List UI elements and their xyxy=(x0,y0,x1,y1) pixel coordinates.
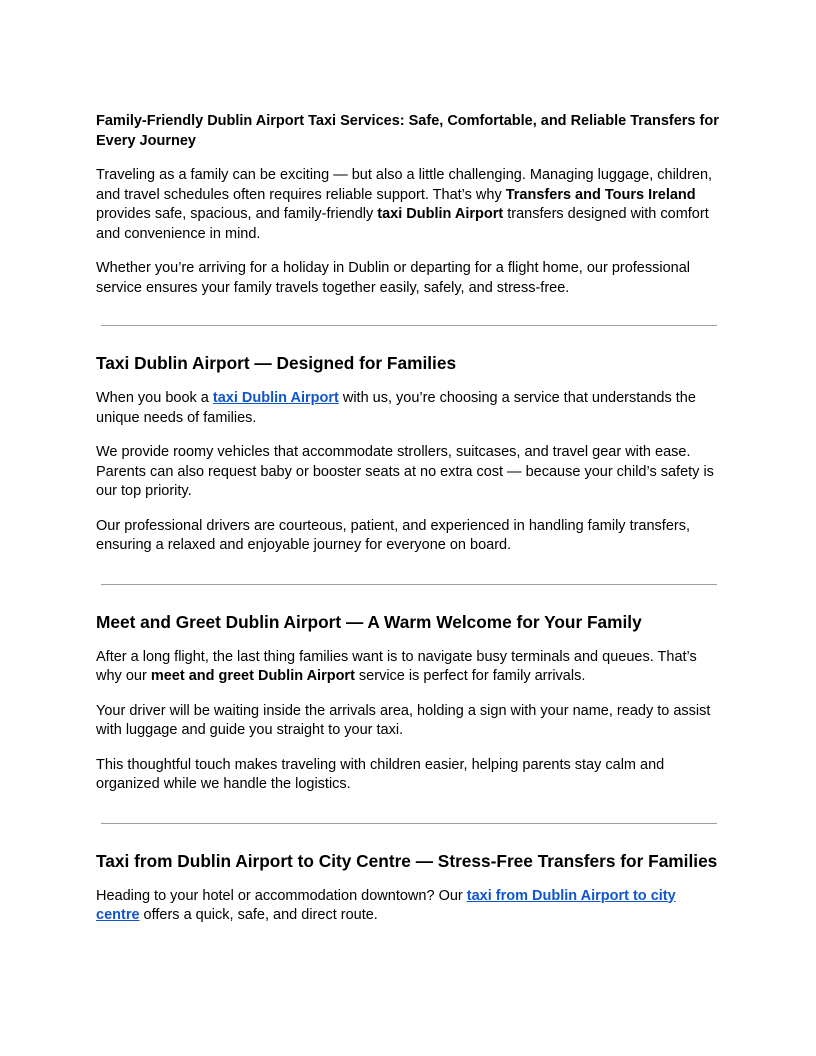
document-title: Family-Friendly Dublin Airport Taxi Services: Safe, Comfortable, and Reliable Transfers for Every Journey xyxy=(96,113,719,149)
text: Traveling as a family can be exciting — but also a little challenging. Managing luggage, children, and travel schedules often requires reliable support. That’s why xyxy=(96,167,713,203)
text: provides safe, spacious, and family-friendly xyxy=(96,206,378,222)
section-heading-meet-and-greet: Meet and Greet Dublin Airport — A Warm Welcome for Your Family xyxy=(96,611,642,632)
taxi-to-city-centre-link[interactable]: taxi from Dublin Airport to city centre xyxy=(96,887,676,923)
intro-paragraph-1 xyxy=(96,166,722,244)
text: with us, you’re choosing a service that understands the unique needs of families. xyxy=(96,390,696,426)
section1-paragraph-3: Our professional drivers are courteous, patient, and experienced in handling family transfers, ensuring a relaxed and enjoyable journey for everyone on board. xyxy=(96,517,691,553)
text: service is perfect for family arrivals. xyxy=(354,668,586,684)
text: transfers designed with comfort and convenience in mind. xyxy=(96,206,709,242)
text: offers a quick, safe, and direct route. xyxy=(139,907,378,923)
document-body xyxy=(96,111,722,926)
section1-paragraph-2: We provide roomy vehicles that accommodate strollers, suitcases, and travel gear with ease. Parents can also request baby or booster seats at no extra cost — because your child’s safety is our top priority. xyxy=(96,444,714,499)
section2-paragraph-1 xyxy=(96,648,722,687)
company-name: Transfers and Tours Ireland xyxy=(505,186,696,203)
text: Heading to your hotel or accommodation downtown? Our xyxy=(96,887,467,904)
divider xyxy=(101,823,717,824)
section2-paragraph-3: This thoughtful touch makes traveling with children easier, helping parents stay calm and organized while we handle the logistics. xyxy=(96,756,665,792)
divider xyxy=(101,584,717,585)
intro-paragraph-2: Whether you’re arriving for a holiday in Dublin or departing for a flight home, our professional service ensures your family travels together easily, safely, and stress-free. xyxy=(96,260,691,296)
keyword: meet and greet Dublin Airport xyxy=(150,668,355,684)
text: When you book a xyxy=(96,390,213,406)
divider xyxy=(101,325,717,326)
keyword: taxi Dublin Airport xyxy=(377,206,504,222)
section3-paragraph-1 xyxy=(96,887,696,926)
taxi-dublin-airport-link[interactable]: taxi Dublin Airport xyxy=(212,390,339,406)
section2-paragraph-2: Your driver will be waiting inside the arrivals area, holding a sign with your name, ready to assist with luggage and guide you straight to your taxi. xyxy=(96,702,711,738)
section-heading-city-centre: Taxi from Dublin Airport to City Centre — Stress-Free Transfers for Families xyxy=(96,850,718,871)
section1-paragraph-1 xyxy=(96,389,722,428)
section-heading-taxi-dublin-airport: Taxi Dublin Airport — Designed for Families xyxy=(96,353,457,373)
text: After a long flight, the last thing families want is to navigate busy terminals and queues. That’s why our xyxy=(96,648,697,684)
